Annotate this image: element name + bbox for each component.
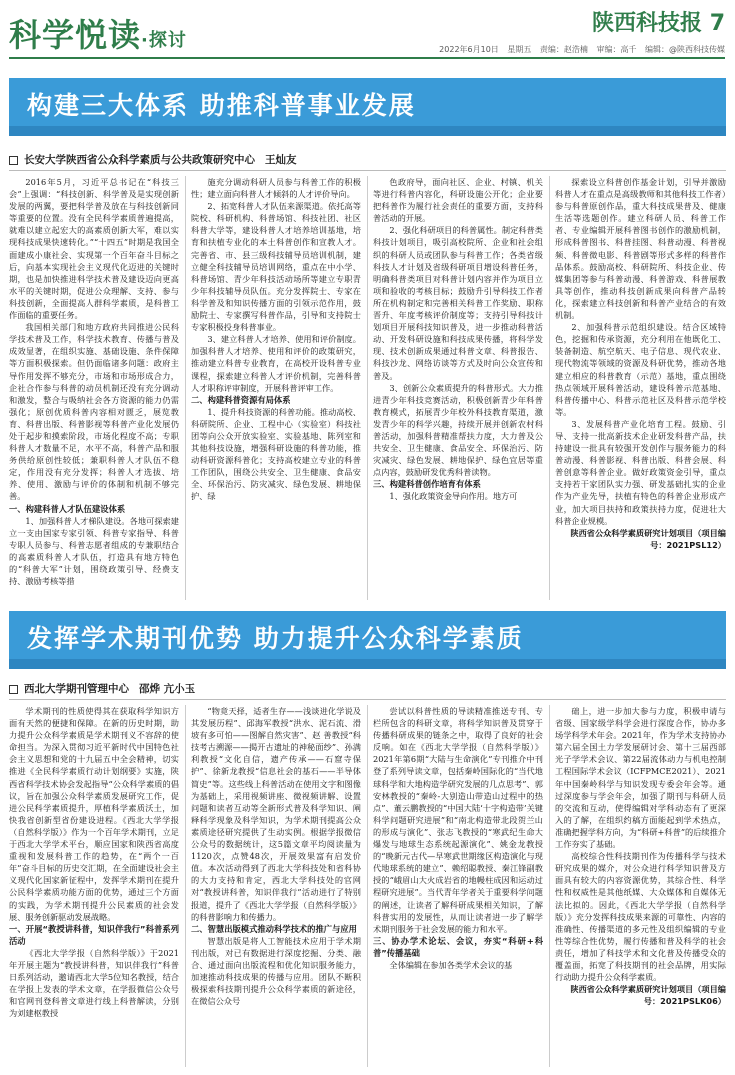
paper-name: 陕西科技报 7 <box>592 11 725 36</box>
paragraph: 智慧出版是将人工智能技术应用于学术期刊出版，对已有数据进行深度挖掘、分类、融合、通过面向出版流程和优化知识服务能力，加速推动科技成果的传播与应用。团队不断积极探索科技期刊提升公众科学素质的新途径，在微信公众号 <box>191 935 361 1007</box>
bullet-square-icon <box>9 685 18 694</box>
column-separator <box>185 176 186 600</box>
article2-column-3 <box>373 705 543 1067</box>
column-separator <box>549 705 550 1067</box>
section-subtitle: ·探讨 <box>141 30 187 51</box>
funding-note: 陕西省公众科学素质研究计划项目（项目编号：2021PSL12） <box>570 527 726 550</box>
paragraph: 2016年5月，习近平总书记在“科技三会”上强调：“科技创新、科学普及是实现创新发展的两翼，要把科学普及放在与科技创新同等重要的位置。没有全民科学素质普遍提高，就难以建立起宏大的高素质创新大军，难以实现科技成果快速转化。”“十四五”时期是我国全面建成小康社会、实现第一个百年奋斗目标之后，向基本实现社会主义现代化迈进的关键时期，也是加快推进科学技术普及建设迈向更高水平的关键时期，促进公众理解、支持、参与科技创新，全面提高人群科学素质，是科普工作面临的重要任务。 <box>9 177 179 321</box>
section-heading: 一、构建科普人才队伍建设体系 <box>9 503 126 514</box>
masthead <box>0 0 735 60</box>
paragraph: 尝试以科普性质的导读精准推送专刊、专栏所包含的科研文章，将科学知识普及贯穿于传播科研成果的链条之中，取得了良好的社会反响。如在《西北大学学报（自然科学版）》2021年第6期“大陆与生命演化”专刊推介中刊登了系列导读文章，包括秦岭国际化的“当代地球科学和大地构造学研究发展的几点思考”、郭安林教授的“秦岭-大别造山带造山过程中的热点”、董云鹏教授的“中国大陆‘十字构造带’关键科学问题研究进展”和“南北构造带北段贺兰山的形成与演化”、张志飞教授的“寒武纪生命大爆发与地球生态系统起源演化”、姚金龙教授的“晚新元古代—早寒武世期缘区构造演化与现代地球系统的建立”、赖绍聪教授、秦江锋副教授的“峨眉山大火成岩省的地幔柱成因和运动过程研究进展”。当代青年学者关于重要科学问题的阐述，让读者了解科研成果相关知识，了解科普实用的发展性，从而让读者进一步了解学术期刊服务于社会发展的能力和水平。 <box>373 706 543 934</box>
article2-banner <box>9 611 726 669</box>
bullet-square-icon <box>9 156 18 165</box>
column-separator <box>185 705 186 1067</box>
paragraph: 础上，进一步加大参与力度，积极申请与省级、国家级学科学会进行深度合作，协办多场学科学术年会。2021年，作为学术支持协办第六届全国土力学发展研讨会、第十三届西部光子学学术会议、第22届流体动力与机电控制工程国际学术会议（ICFPMCE2021）、2021年中国秦岭科学与知识发现专委会年会等。通过深度参与学会年会，加强了期刊与科研人员的交流和互动，使得编辑对学科动态有了更深入的了解，在组织约稿方面能起到学术热点，准确把握学科方向，为“科研+科普”的后续推介工作夯实了基础。 <box>555 706 726 850</box>
banner-band <box>9 126 726 136</box>
article2-org: 西北大学期刊管理中心 <box>24 683 129 695</box>
article2-title: 发挥学术期刊优势 助力提升公众科学素质 <box>27 624 524 653</box>
paragraph: 1、强化政策资金导向作用。地方可 <box>389 491 518 502</box>
article2-column-4 <box>555 705 726 1067</box>
paragraph: 2、强化科研项目的科普属性。制定科普类科技计划项目，吸引高校院所、企业和社会组织的科研人员或团队参与科普工作；各类省级科技人才计划及省级科研项目增设科普任务，明确科普类项目对科普计划内容并作为项目立项和验收的考核目标；鼓励升引导科技工作者所在机构制定和完善相关科普工作奖励、职称晋升、年度考核评价制度等；支持引导科技计划项目开展科技知识普及，进一步推动科普活动、开发科研设施和科技成果传播，将科学发现、技术创新成果通过科普文章、科普报告、科技沙龙、网络访谈等方式及时向公众宣传和普及。 <box>373 225 543 381</box>
article1-org: 长安大学陕西省公众科学素质与公共政策研究中心 <box>24 154 255 166</box>
paragraph: 1、加强科普人才梯队建设。各地可探索建立一支由国家专家引领、科普专家指导、科普专职人员参与、科普志愿者组成的专兼职结合的高素质科普人才队伍，打造具有地方特色的“科普大军”计划，围绕政策引导、经费支持、激励考核等措 <box>9 515 179 587</box>
column-separator <box>367 176 368 600</box>
paragraph: 《西北大学学报（自然科学版）》于2021年开展主题为“教授讲科普，知识伴我行”科普日系列活动，邀请西北大学5位知名教授，结合在学报上发表的学术文章，在学报微信公众号和官网刊登科普文章进行线上科普解读，分别为刘建枢教授 <box>9 947 179 1019</box>
article1-rule <box>9 170 726 171</box>
banner-band <box>9 659 726 669</box>
paragraph: 3、建立科普人才培养、使用和评价制度。加强科普人才培养、使用和评价的政策研究，推动建立科普专业教育，在高校开设科普专业课程，探索建立科普人才评价机制，完善科普人才职称评审制度，开展科普评审工作。 <box>191 334 361 393</box>
page-number: 7 <box>709 11 725 36</box>
issue-date: 2022年6月10日 <box>439 45 499 54</box>
paragraph: 色政府导，面向社区、企业、村镇、机关等进行科普内容化，科研设施公开化；企业要把科普作为履行社会责任的重要方面，支持科普活动的开展。 <box>373 177 543 224</box>
section-heading: 二、智慧出版模式推动科学技术的推广与应用 <box>191 923 357 934</box>
issue-weekday: 星期五 <box>507 45 532 54</box>
section-heading: 一、开展“教授讲科普，知识伴我行”科普系列活动 <box>9 923 179 946</box>
article1-column-1 <box>9 176 179 600</box>
funding-note: 陕西省公众科学素质研究计划项目（项目编号：2021PSLK06） <box>570 984 726 1007</box>
article1-title: 构建三大体系 助推科普事业发展 <box>27 91 416 120</box>
column-separator <box>549 176 550 600</box>
paragraph: 我国相关部门和地方政府共同推进公民科学技术普及工作，科学技术教育、传播与普及成效显著，在组织实施、基础设施、条件保障等方面积极探索。但仍面临诸多问题：政府主导作用发挥不够充分，市场和市场形成合力，企社合作参与科普的动员机制还没有充分调动和激发，整合与吸纳社会各方资源的能力仍需强化；原创优质科普内容相对匮乏，展览教育、科普出版、科普影视等科普产业化发展仍处于起步和摸索阶段，市场化程度不高；专职科普人才数量不足，水平不高，科普产品和服务供给原创性较低；兼职科普人才队伍不稳定，作用没有充分发挥；科普人才选拔、培养、使用、激励与评价的体制和机制不够完善。 <box>9 322 179 502</box>
paragraph: 施充分调动科研人员参与科普工作的积极性；建立面向科普人才倾斜的人才评价导向。 <box>191 177 361 200</box>
paragraph: 1、提升科技资源的科普功能。推动高校、科研院所、企业、工程中心（实验室）科技社团等向公众开放实验室、实验基地、陈列室和其他科技设施，增强科研设施的科普功能，推动科研资源科普化；支持高校建立专业的科普工作团队，围绕公共安全、卫生健康、食品安全、环保治污、防灾减灾、绿色发展、耕地保护、绿 <box>191 406 361 502</box>
article1-author: 王灿友 <box>265 154 297 166</box>
article1-banner <box>9 78 726 136</box>
article1-byline <box>9 152 726 167</box>
section-title: 科学悦读·探讨 <box>9 16 187 54</box>
paragraph: 3、发展科普产业化培育工程。鼓励、引导、支持一批高新技术企业研发科普产品，扶持建设一批具有较强开发创作与服务能力的科普动漫、科普影视、科普出版、科普会展、科普创意等科普企业。做好政策资金引导，重点支持若干家团队实力强、研发基础扎实的企业作为产业先导，扶植有特色的科普企业形成产业，加大项目扶持和政策扶持力度，促进壮大科普企业规模。 <box>555 418 726 526</box>
article2-author: 邵烨 亢小玉 <box>139 683 196 695</box>
article2-byline <box>9 681 726 696</box>
section-heading: 二、构建科普资源有局体系 <box>191 394 291 405</box>
proof-credit: 审编：高千 <box>596 45 637 54</box>
article2-rule <box>9 699 726 700</box>
paragraph: 2、拓宽科普人才队伍来源渠道。依托高等院校、科研机构、科普场馆、科技社团、社区科普大学等，建设科普人才培养培训基地，培育和扶植专业化的本土科普创作和宣教人才。完善省、市、县三级科技辅导员培训机制，建立健全科技辅导员培训网络，重点在中小学、科普场馆、青少年科技活动场所等建立专职青少年科技辅导员队伍。充分发挥院士、专家在科学普及和知识传播方面的引领示范作用，鼓励院士、专家撰写科普作品，引导和支持院士专家积极投身科普事业。 <box>191 201 361 333</box>
article2-column-2 <box>191 705 361 1067</box>
article2-column-1 <box>9 705 179 1067</box>
article1-column-3 <box>373 176 543 600</box>
paragraph: “物竟天择，适者生存——浅谈进化学说及其发展历程”、邱海军教授“洪水、泥石流、滑坡有多可怕——图解自然灾害”、赵 善教授“科技考古溯源——揭开古遗址的神秘面纱”、孙满利教授“文化自信，遗产传承——石窟寺保护”、徐新龙教授“信息社会的基石——半导体简史”等。这些线上科普活动在使用文字和图像为基础上，采用视频讲座、微视频讲解、设置问题和读者互动等全新形式普及科学知识、阐释科学现象及科学知识，为学术期刊提高公众素质途径研究提供了生动实例。根据学报微信公众号的数据统计，这5篇文章平均阅读量为1120次，点赞48次，开展效果富有启发价值。本次活动得到了西北大学科技处和省科协的大力支持和肯定，西北大学科技处的官网对“教授讲科普，知识伴我行”活动进行了特别报道，提升了《西北大学学报（自然科学版）》的科普影响力和传播力。 <box>191 706 361 922</box>
article1-column-2 <box>191 176 361 600</box>
masthead-rule <box>9 57 725 59</box>
paragraph: 全体编辑在参加各类学术会议的基 <box>389 959 513 970</box>
paragraph: 高校综合性科技期刊作为传播科学与技术研究成果的媒介，对公众进行科学知识普及方面具有较大的内容资源优势，其综合性、科学性和权威性是其他纸媒、大众媒体和自媒体无法比拟的。因此，《西北大学学报（自然科学版）》充分发挥科技成果来源的可靠性、内容的准确性、传播渠道的多元性及组织编辑的专业性等综合性优势，履行传播和普及科学的社会责任，增加了科技学术和文化普及传播受众的覆盖面，拓宽了科技期刊的社会品牌，用实际行动助力提升公众科学素质。 <box>555 851 726 983</box>
paragraph: 学术期刊的性质使得其在获取科学知识方面有天然的便捷和保障。在新的历史时期，助力提升公众科学素质是学术期刊义不容辞的使命担当。为深入贯彻习近平新时代中国特色社会主义思想和党的十九届五中全会精神，切实推进《全民科学素质行动计划纲要》实施，陕西省科学技术协会发起指导“公众科学素质的倡议，旨在加强公众科学素质发展研究工作，促进公民科学素质提升，厚植科学素质沃土，加快我省创新型省份建设进程。《西北大学学报（自然科学版）》作为一个百年学术期刊，立足于西北大学学术平台，顺应国家和陕西省高度重视和发展科普工作的趋势，在“两个一百年”奋斗目标的历史交汇期，在全面建设社会主义现代化国家新征程中，发挥学术期刊在提升公民科学素质功能方面的优势，通过三个方面的实践，为学术期刊提升公民素质的社会发展、服务创新驱动发展战略。 <box>9 706 179 922</box>
article1-column-4 <box>555 176 726 600</box>
paragraph: 3、创新公众素质提升的科普形式。大力推进青少年科技竞赛活动，积极创新青少年科普教育模式，拓展青少年校外科技教育渠道，激发青少年的科学兴趣，持续开展并创新农村科普活动，加强科普精准帮扶力度，大力普及公共安全、卫生健康、食品安全、环保治污、防灾减灾、绿色发展、耕地保护、绿色宜居等重点内容，鼓励研发优秀科普读物。 <box>373 382 543 478</box>
design-credit: 编辑：@陕西科技传媒 <box>645 45 725 54</box>
section-heading: 三、构建科普创作培育有体系 <box>373 479 481 490</box>
editor-credit: 责编：赵浩楠 <box>539 45 588 54</box>
column-separator <box>367 705 368 1067</box>
section-heading: 三、协办学术论坛、会议，夯实“科研+科普”传播基础 <box>373 935 543 958</box>
paragraph: 探索设立科普创作基金计划，引导并激励科普人才在重点是高级教师和其他科技工作者）参与科普原创作品，重大科技成果普及、健康生活等选题创作。建立科研人员、科普工作者、专业编辑开展科普图书创作的激励机制，形成科普图书、科普挂图、科普动漫、科普视频、科普微电影、科普剧等形式多样的科普作品体系。鼓励高校、科研院所、科技企业、传媒集团等参与科普动漫、科普游戏、科普展教具等创作，推动科技创新成果向科普产品转化，探索建立科技创新和科普产业结合的有效机制。 <box>555 177 726 321</box>
issue-info <box>433 44 725 55</box>
paragraph: 2、加强科普示范组织建设。结合区域特色，挖掘和传承资源，充分利用在他既化工、装备制造、航空航天、电子信息、现代农业、现代物流等领域的资源及科研优势，推动各地建立相应的科普教育（示范）基地，重点围绕热点领域开展科普活动，建设科普示范基地、科普传播中心、科普示范社区及科普示范学校等。 <box>555 322 726 417</box>
